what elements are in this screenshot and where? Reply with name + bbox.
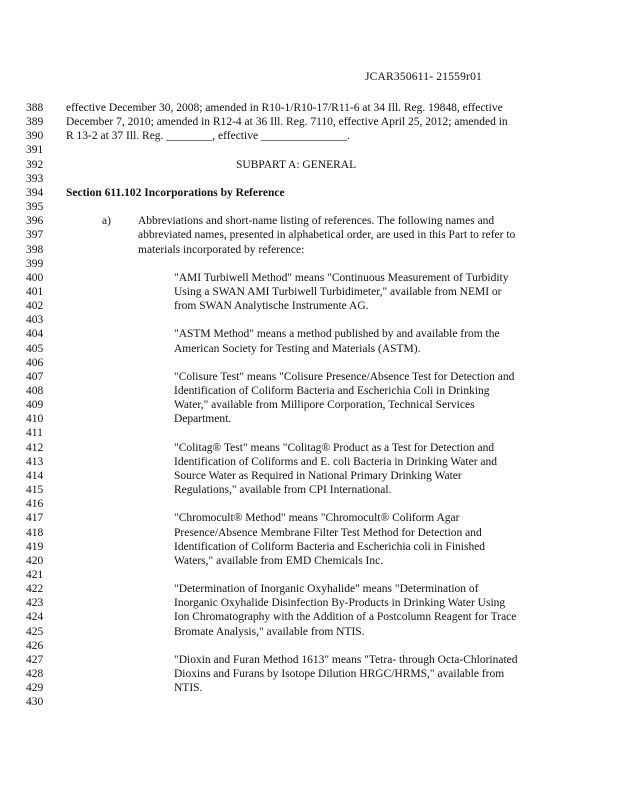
document-line <box>0 214 619 228</box>
document-line <box>0 271 619 285</box>
line-text: December 7, 2010; amended in R12-4 at 36 Ill. Reg. 7110, effective April 25, 2012; amended in <box>66 116 508 129</box>
document-line <box>0 568 619 582</box>
line-text: Water," available from Millipore Corporation, Technical Services <box>174 399 475 412</box>
document-line <box>0 511 619 525</box>
document-line <box>0 398 619 412</box>
document-line <box>0 129 619 143</box>
line-text: R 13-2 at 37 Ill. Reg. ________, effective _______________. <box>66 130 351 143</box>
line-number: 416 <box>26 498 44 511</box>
line-number: 430 <box>26 696 44 709</box>
line-text: Presence/Absence Membrane Filter Test Method for Detection and <box>174 526 482 539</box>
line-number: 412 <box>26 441 44 454</box>
line-number: 417 <box>26 512 44 525</box>
line-text: Department. <box>174 413 232 426</box>
document-line <box>0 186 619 200</box>
line-number: 426 <box>26 639 44 652</box>
document-line <box>0 299 619 313</box>
line-text: materials incorporated by reference: <box>138 243 305 256</box>
line-text: abbreviated names, presented in alphabetical order, are used in this Part to refer to <box>138 229 516 242</box>
document-line <box>0 554 619 568</box>
line-number: 429 <box>26 682 44 695</box>
document-line <box>0 158 619 172</box>
line-text: Source Water as Required in National Primary Drinking Water <box>174 469 462 482</box>
line-text: "ASTM Method" means a method published by and available from the <box>174 328 500 341</box>
line-text: Identification of Coliform Bacteria and Escherichia Coli in Drinking <box>174 385 490 397</box>
line-number: 404 <box>26 328 44 341</box>
line-number: 394 <box>26 186 44 199</box>
section-heading: Section 611.102 Incorporations by Reference <box>66 186 285 199</box>
document-line <box>0 342 619 356</box>
line-number: 390 <box>26 130 44 143</box>
document-line <box>0 582 619 596</box>
document-line <box>0 143 619 157</box>
line-number: 427 <box>26 653 44 666</box>
subpart-heading: SUBPART A: GENERAL <box>236 158 357 171</box>
line-number: 393 <box>26 172 44 185</box>
line-text: Using a SWAN AMI Turbiwell Turbidimeter," available from NEMI or <box>174 285 502 298</box>
line-text: Waters," available from EMD Chemicals Inc. <box>174 554 384 567</box>
line-number: 415 <box>26 484 44 497</box>
line-number: 388 <box>26 102 44 114</box>
line-text: "Dioxin and Furan Method 1613" means "Tetra- through Octa-Chlorinated <box>174 653 518 666</box>
document-line <box>0 695 619 709</box>
document-line <box>0 540 619 554</box>
document-line <box>0 469 619 483</box>
line-text: "Chromocult® Method" means "Chromocult® Coliform Agar <box>174 512 460 525</box>
document-line <box>0 441 619 455</box>
document-line <box>0 625 619 639</box>
line-number: 399 <box>26 257 44 270</box>
line-number: 392 <box>26 158 44 171</box>
line-text: Bromate Analysis," available from NTIS. <box>174 625 365 638</box>
document-line <box>0 384 619 398</box>
line-text: Regulations," available from CPI International. <box>174 484 392 497</box>
line-number: 406 <box>26 356 44 369</box>
line-text: "AMI Turbiwell Method" means "Continuous Measurement of Turbidity <box>174 271 509 284</box>
line-number: 400 <box>26 271 44 284</box>
document-line <box>0 653 619 667</box>
line-text: Inorganic Oxyhalide Disinfection By-Products in Drinking Water Using <box>174 597 506 610</box>
line-number: 420 <box>26 554 44 567</box>
line-number: 410 <box>26 413 44 426</box>
line-number: 405 <box>26 342 44 355</box>
line-number: 428 <box>26 668 44 680</box>
line-text: Identification of Coliforms and E. coli Bacteria in Drinking Water and <box>174 455 498 468</box>
document-line <box>0 610 619 624</box>
line-number: 411 <box>26 427 43 440</box>
line-text: Identification of Coliform Bacteria and Escherichia coli in Finished <box>174 540 486 553</box>
line-text: American Society for Testing and Materials (ASTM). <box>174 342 421 355</box>
line-text: NTIS. <box>174 682 203 695</box>
document-line <box>0 356 619 370</box>
line-number: 398 <box>26 243 44 256</box>
document-line <box>0 172 619 186</box>
document-line <box>0 681 619 695</box>
line-number: 424 <box>26 611 44 624</box>
document-line <box>0 639 619 653</box>
line-text: Dioxins and Furans by Isotope Dilution HRGC/HRMS," available from <box>174 668 505 680</box>
line-number: 396 <box>26 215 44 228</box>
document-header-id: JCAR350611- 21559r01 <box>365 71 482 83</box>
document-line <box>0 327 619 341</box>
document-line <box>0 101 619 115</box>
line-number: 419 <box>26 540 44 553</box>
line-number: 401 <box>26 285 44 298</box>
line-text: from SWAN Analytische Instrumente AG. <box>174 300 369 313</box>
document-line <box>0 115 619 129</box>
document-line <box>0 257 619 271</box>
line-text: effective December 30, 2008; amended in R10-1/R10-17/R11-6 at 34 Ill. Reg. 19848, effective <box>66 102 503 114</box>
line-number: 397 <box>26 229 44 242</box>
line-number: 413 <box>26 455 44 468</box>
line-number: 422 <box>26 583 44 596</box>
document-line <box>0 285 619 299</box>
line-number: 408 <box>26 385 44 397</box>
line-text: "Colitag® Test" means "Colitag® Product as a Test for Detection and <box>174 441 495 454</box>
line-number: 402 <box>26 300 44 313</box>
document-line <box>0 483 619 497</box>
line-number: 389 <box>26 116 44 129</box>
document-line <box>0 370 619 384</box>
document-line <box>0 667 619 681</box>
line-number: 391 <box>26 144 44 157</box>
document-line <box>0 455 619 469</box>
line-text: a) <box>102 215 111 228</box>
line-number: 423 <box>26 597 44 610</box>
line-text: Ion Chromatography with the Addition of a Postcolumn Reagent for Trace <box>174 611 517 624</box>
line-number: 395 <box>26 201 44 214</box>
document-line <box>0 426 619 440</box>
document-line <box>0 526 619 540</box>
line-text: "Colisure Test" means "Colisure Presence/Absence Test for Detection and <box>174 370 515 383</box>
line-number: 409 <box>26 399 44 412</box>
document-line <box>0 313 619 327</box>
document-line <box>0 412 619 426</box>
line-text: Abbreviations and short-name listing of references. The following names and <box>138 215 495 228</box>
line-number: 403 <box>26 314 44 327</box>
document-line <box>0 596 619 610</box>
document-line <box>0 228 619 242</box>
line-number: 418 <box>26 526 44 539</box>
line-number: 414 <box>26 469 44 482</box>
line-number: 421 <box>26 568 44 581</box>
line-number: 407 <box>26 370 44 383</box>
line-text: "Determination of Inorganic Oxyhalide" means "Determination of <box>174 583 479 596</box>
line-number: 425 <box>26 625 44 638</box>
document-line <box>0 200 619 214</box>
document-line <box>0 243 619 257</box>
document-line <box>0 497 619 511</box>
